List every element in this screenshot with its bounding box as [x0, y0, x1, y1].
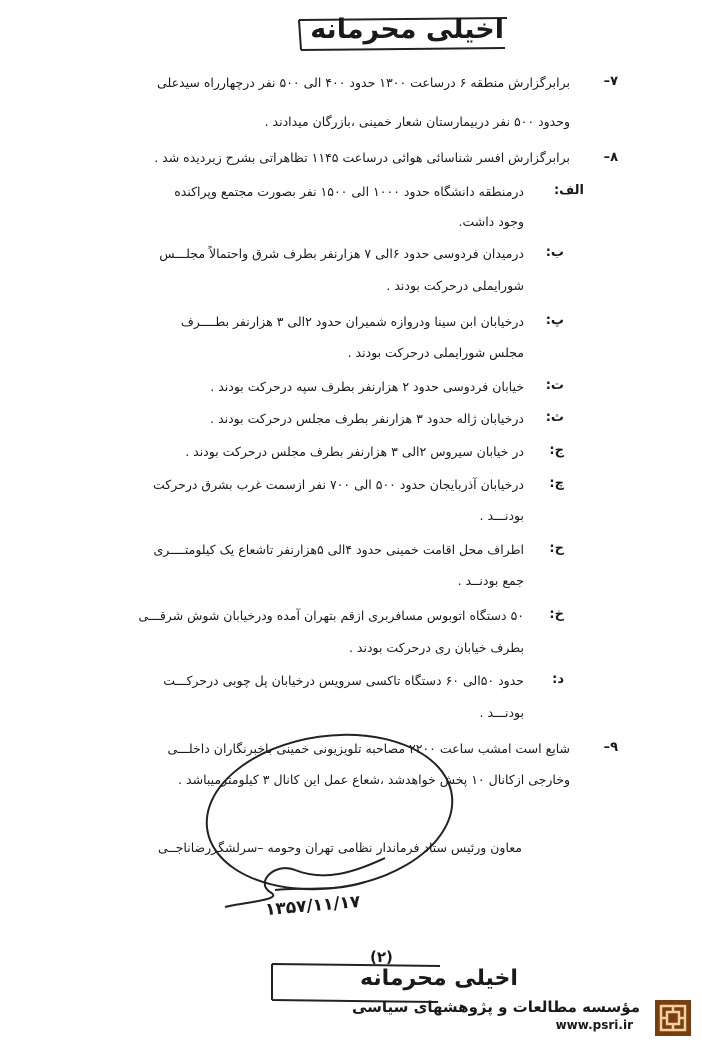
item-dal-line-1: حدود ۵۰الی ۶۰ دستگاه تاکسی سرویس درخیابان پل چوبی درحرکـــت	[163, 673, 524, 688]
item-label-be: ب:	[545, 245, 564, 260]
item-he-line-1: اطراف محل اقامت خمینی حدود ۴الی ۵هزارنفر تاشعاع یک کیلومتــــری	[153, 542, 524, 557]
item-label-he: ح:	[549, 541, 564, 556]
item-label-jim: ج:	[549, 443, 564, 458]
item-label-pe: پ:	[545, 313, 564, 328]
signature-date: ۱۳۵۷/۱۱/۱۷	[264, 891, 362, 921]
item-label-khe: خ:	[549, 607, 564, 622]
paragraph-7-line-2: وحدود ۵۰۰ نفر دربیمارستان شعار خمینی ،بازرگان میدادند .	[264, 114, 570, 129]
item-pe-line-2: مجلس شورایملی درحرکت بودند .	[347, 345, 524, 360]
classification-stamp	[295, 12, 510, 52]
item-jim-line-1: در خیابان سیروس ۲الی ۳ هزارنفر بطرف مجلس درحرکت بودند .	[185, 444, 524, 459]
item-che-line-1: درخیابان آذربایجان حدود ۵۰۰ الی ۷۰۰ نفر ازسمت غرب بشرق درحرکت	[153, 477, 524, 492]
paragraph-7-line-1: برابرگزارش منطقه ۶ درساعت ۱۳۰۰ حدود ۴۰۰ الی ۵۰۰ نفر درچهارراه سیدعلی	[157, 75, 570, 90]
item-label-che: چ:	[549, 476, 564, 491]
publisher-url[interactable]: www.psri.ir	[555, 1018, 633, 1032]
institute-logo-icon	[655, 1000, 691, 1036]
item-label-se: ث:	[545, 410, 564, 425]
paragraph-9-line-1: شایع است امشب ساعت ۲۲۰۰ مصاحبه تلویزیونی خمینی باخبرنگاران داخلـــی	[167, 741, 570, 756]
stamp-title: اخیلی محرمانه	[310, 14, 504, 45]
item-te-line-1: خیابان فردوسی حدود ۲ هزارنفر بطرف سپه درحرکت بودند .	[210, 379, 524, 394]
item-khe-line-1: ۵۰ دستگاه اتوبوس مسافربری ازقم بتهران آمده ودرخیابان شوش شرقـــی	[138, 608, 524, 623]
item-se-line-1: درخیابان ژاله حدود ۳ هزارنفر بطرف مجلس درحرکت بودند .	[210, 411, 524, 426]
item-label-alef: الف:	[553, 183, 584, 198]
item-he-line-2: جمع بودنــد .	[457, 573, 524, 588]
item-pe-line-1: درخیابان ابن سینا ودروازه شمیران حدود ۲الی ۳ هزارنفر بطــــرف	[180, 314, 524, 329]
item-alef-line-1: درمنطقه دانشگاه حدود ۱۰۰۰ الی ۱۵۰۰ نفر بصورت مجتمع وپراکنده	[174, 184, 524, 199]
publisher-branding	[351, 995, 695, 1040]
publisher-title: مؤسسه مطالعات و پژوهشهای سیاسی	[351, 998, 640, 1016]
item-label-dal: د:	[552, 672, 564, 687]
signatory-line: معاون ورئیس ستاد فرماندار نظامی تهران وحومه –سرلشگررضاناجــی	[157, 840, 522, 855]
paragraph-number-8: ۸–	[603, 150, 618, 165]
item-alef-line-2: وجود داشت.	[458, 214, 524, 229]
paragraph-9-line-2: وخارجی ازکانال ۱۰ پخش خواهدشد ،شعاع عمل این کانال ۳ کیلومترمیباشد .	[178, 772, 570, 787]
paragraph-8-intro: برابرگزارش افسر شناسائی هوائی درساعت ۱۱۴۵ تظاهراتی بشرح زیردیده شد .	[154, 150, 570, 165]
item-che-line-2: بودنـــد .	[479, 508, 524, 523]
item-be-line-2: شورایملی درحرکت بودند .	[386, 278, 524, 293]
item-be-line-1: درمیدان فردوسی حدود ۶الی ۷ هزارنفر بطرف شرق واحتمالاً مجلـــس	[159, 246, 524, 261]
item-label-te: ت:	[545, 378, 564, 393]
bottom-stamp-title: اخیلی محرمانه	[360, 966, 518, 991]
page-number: (۲)	[370, 948, 393, 966]
paragraph-number-7: ۷–	[603, 74, 618, 89]
paragraph-number-9: ۹–	[603, 740, 618, 755]
item-khe-line-2: بطرف خیابان ری درحرکت بودند .	[348, 640, 524, 655]
item-dal-line-2: بودنـــد .	[479, 705, 524, 720]
